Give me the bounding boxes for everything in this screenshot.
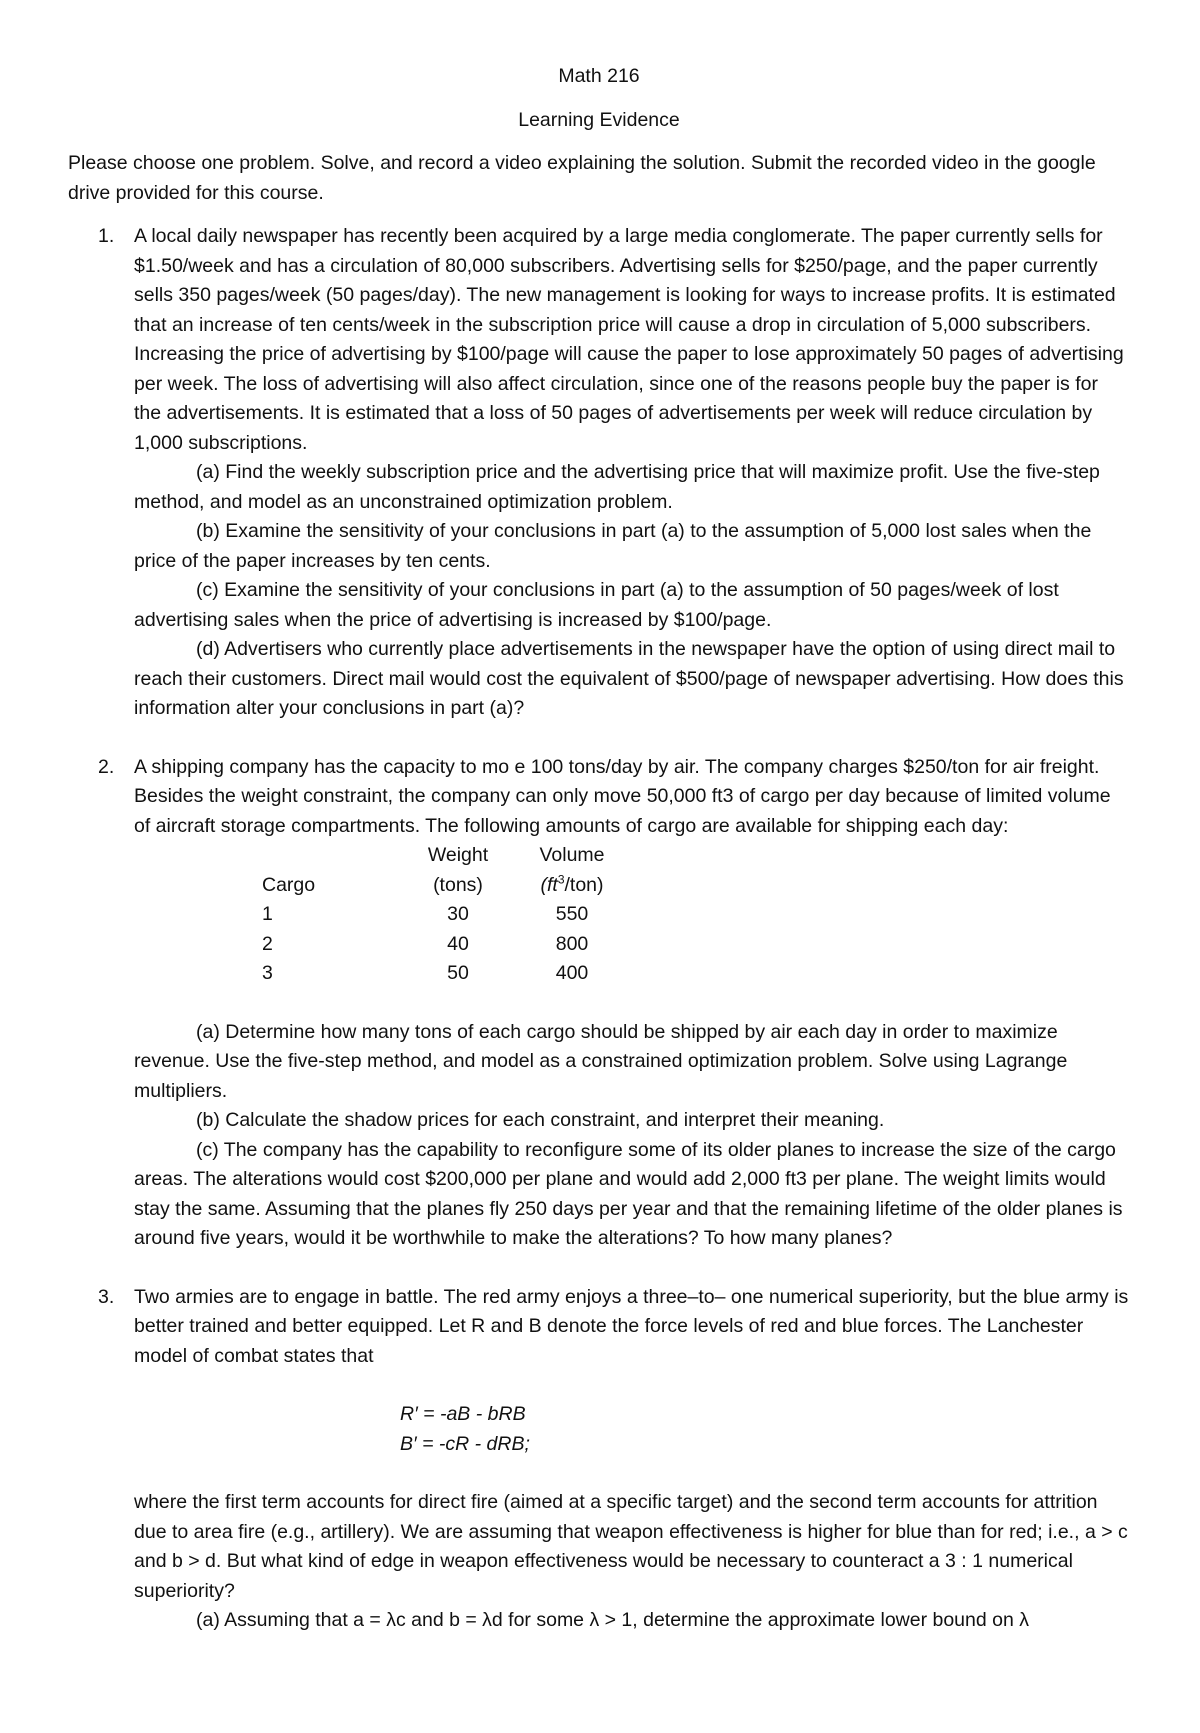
problem-3 bbox=[68, 1283, 1130, 1636]
problem-1 bbox=[68, 222, 1130, 724]
table-row bbox=[262, 930, 622, 960]
volume-unit-exponent: 3 bbox=[557, 872, 565, 886]
spacer bbox=[134, 1459, 1130, 1488]
table-row bbox=[262, 900, 622, 930]
page-title: Math 216 bbox=[558, 65, 640, 87]
table-cell: 2 bbox=[262, 932, 273, 955]
problem-2-part-a: (a) Determine how many tons of each cargo should be shipped by air each day in order to maximize revenue. Use the five-step method, and model as a constrained optimization problem. Solve using Lagrange multipliers. bbox=[134, 1020, 1068, 1102]
table-header-cell bbox=[262, 841, 394, 871]
problem-3-number: 3. bbox=[98, 1285, 115, 1308]
table-cell: 1 bbox=[262, 903, 273, 925]
table-header-row bbox=[262, 841, 622, 871]
volume-unit-suffix: /ton) bbox=[564, 873, 604, 896]
spacer bbox=[134, 1371, 1130, 1400]
table-header-cell: Cargo bbox=[262, 873, 316, 896]
table-cell: 30 bbox=[447, 903, 469, 925]
cargo-table bbox=[262, 841, 622, 989]
spacer bbox=[68, 1254, 1130, 1283]
table-header-cell: Weight bbox=[427, 844, 489, 866]
table-header-cell: Volume bbox=[539, 844, 605, 866]
spacer bbox=[134, 989, 1130, 1018]
problem-1-part-b: (b) Examine the sensitivity of your conclusions in part (a) to the assumption of 5,000 lost sales when the price of the paper increases by ten cents. bbox=[134, 520, 1092, 572]
problem-3-explanation: where the first term accounts for direct fire (aimed at a specific target) and the second term accounts for attrition due to area fire (e.g., artillery). We are assuming that weapon effectiveness is higher for blue than for red; i.e., a > c and b > d. But what kind of edge in weapon effectiveness would be necessary to counteract a 3 : 1 numerical superiority? bbox=[134, 1491, 1128, 1602]
problem-1-body: A local daily newspaper has recently been acquired by a large media conglomerate. The paper currently sells for $1.50/week and has a circulation of 80,000 subscribers. Advertising sells for $250/page, and the paper currently sells 350 pages/week (50 pages/day). The new management is looking for ways to increase profits. It is estimated that an increase of ten cents/week in the subscription price will cause a drop in circulation of 5,000 subscribers. Increasing the price of advertising by $100/page will cause the paper to lose approximately 50 pages of advertising per week. The loss of advertising will also affect circulation, since one of the reasons people buy the paper is for the advertisements. It is estimated that a loss of 50 pages of advertisements per week will reduce circulation by 1,000 subscriptions. bbox=[134, 225, 1124, 454]
table-cell: 400 bbox=[555, 962, 589, 984]
problem-1-part-c: (c) Examine the sensitivity of your conclusions in part (a) to the assumption of 50 pages/week of lost advertising sales when the price of advertising is increased by $100/page. bbox=[134, 579, 1059, 631]
problem-1-number: 1. bbox=[98, 225, 115, 247]
table-row bbox=[262, 959, 622, 989]
table-cell: 800 bbox=[555, 932, 589, 955]
problem-1-part-a: (a) Find the weekly subscription price and the advertising price that will maximize profit. Use the five-step method, and model as an unconstrained optimization problem. bbox=[134, 461, 1100, 513]
instructions: Please choose one problem. Solve, and record a video explaining the solution. Submit the recorded video in the google drive provided for this course. bbox=[68, 152, 1096, 204]
table-header-row bbox=[262, 871, 622, 901]
volume-unit-base: (ft bbox=[540, 873, 558, 896]
problem-2-number: 2. bbox=[98, 755, 115, 778]
table-header-cell bbox=[522, 871, 622, 901]
table-cell: 3 bbox=[262, 962, 273, 984]
equation-r-prime: R′ = -aB - bRB bbox=[400, 1403, 526, 1425]
problem-3-body: Two armies are to engage in battle. The red army enjoys a three–to– one numerical superiority, but the blue army is better trained and better equipped. Let R and B denote the force levels of red and blue forces. The Lanchester model of combat states that bbox=[134, 1285, 1129, 1367]
problem-2-part-b: (b) Calculate the shadow prices for each constraint, and interpret their meaning. bbox=[196, 1109, 885, 1131]
spacer bbox=[68, 724, 1130, 753]
table-cell: 550 bbox=[555, 903, 589, 925]
table-header-cell: (tons) bbox=[433, 873, 483, 896]
table-cell: 50 bbox=[447, 962, 469, 984]
problem-2-part-c: (c) The company has the capability to reconfigure some of its older planes to increase the size of the cargo areas. The alterations would cost $200,000 per plane and would add 2,000 ft3 per plane. The weight limits would stay the same. Assuming that the planes fly 250 days per year and that the remaining lifetime of the older planes is around five years, would it be worthwhile to make the alterations? To how many planes? bbox=[134, 1138, 1123, 1249]
problem-2-body: A shipping company has the capacity to mo e 100 tons/day by air. The company charges $250/ton for air freight. Besides the weight constraint, the company can only move 50,000 ft3 of cargo per day because of limited volume of aircraft storage compartments. The following amounts of cargo are available for shipping each day: bbox=[134, 755, 1111, 837]
equation-b-prime: B′ = -cR - dRB; bbox=[400, 1432, 530, 1455]
problem-2 bbox=[68, 753, 1130, 1254]
page-subtitle: Learning Evidence bbox=[518, 108, 680, 131]
problem-3-part-a: (a) Assuming that a = λc and b = λd for some λ > 1, determine the approximate lower bound on λ bbox=[196, 1609, 1029, 1631]
table-cell: 40 bbox=[447, 932, 469, 955]
problem-1-part-d: (d) Advertisers who currently place advertisements in the newspaper have the option of using direct mail to reach their customers. Direct mail would cost the equivalent of $500/page of newspaper advertising. How does this information alter your conclusions in part (a)? bbox=[134, 638, 1124, 719]
